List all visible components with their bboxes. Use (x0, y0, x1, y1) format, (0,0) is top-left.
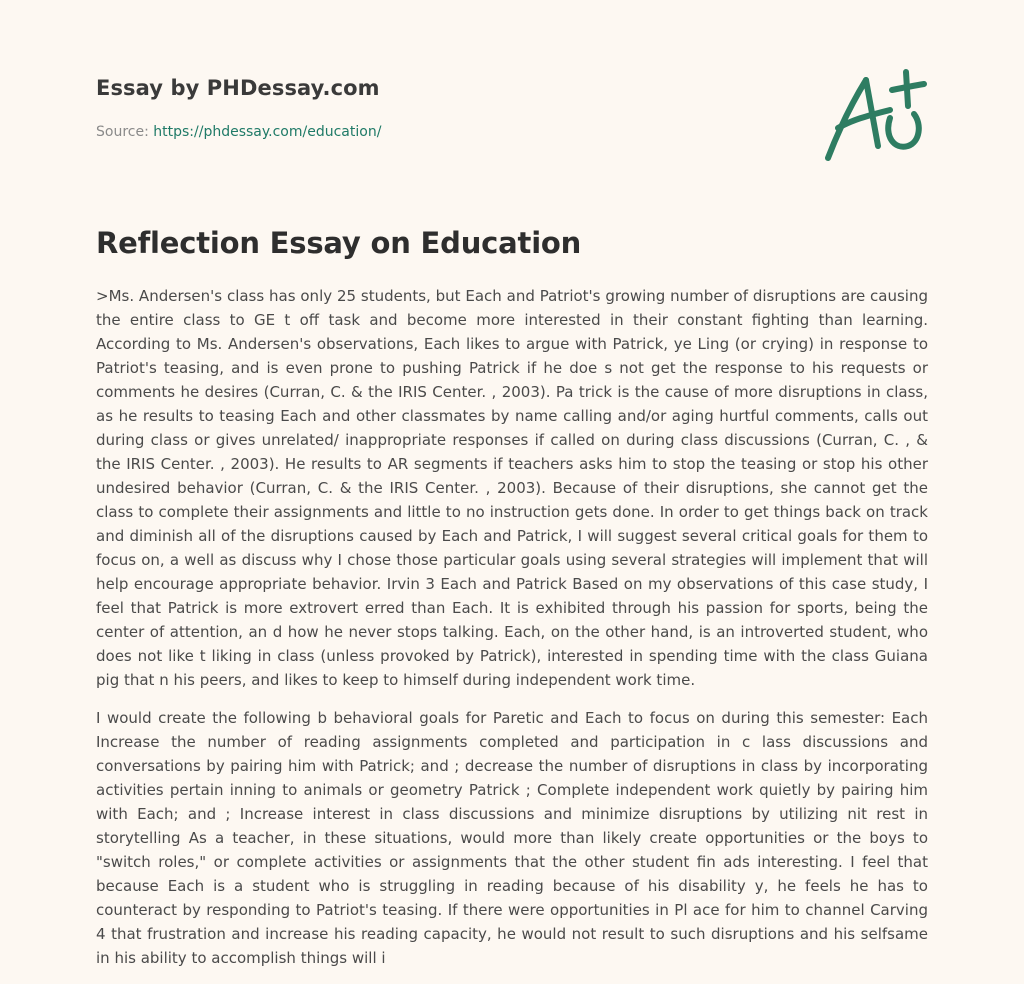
source-label: Source: (96, 124, 149, 140)
site-title: Essay by PHDessay.com (96, 76, 380, 100)
essay-paragraph-2: I would create the following b behavioral goals for Paretic and Each to focus on during this semester: Each Increase the number of reading assignments completed and participation in c lass discussions and conversations by pairing him with Patrick; and ; decrease the number of disruptions in class by incorporating activities pertain inning to animals or geometry Patrick ; Complete independent work quietly by pairing him with Each; and ; Increase interest in class discussions and minimize disruptions by utilizing nit rest in storytelling As a teacher, in these situations, would more than likely create opportunities or the boys to "switch roles," or complete activities or assignments that the other student fin ads interesting. I feel that because Each is a student who is struggling in reading because of his disability y, he feels he has to counteract by responding to Patriot's teasing. If there were opportunities in Pl ace for him to channel Carving 4 that frustration and increase his reading capacity, he would not result to such disruptions and his selfsame in his ability to accomplish things will i (96, 709, 928, 967)
a-plus-logo-icon (820, 66, 930, 166)
essay-body (96, 284, 928, 984)
source-line (96, 124, 381, 140)
essay-title: Reflection Essay on Education (96, 226, 582, 260)
essay-paragraph-1: >Ms. Andersen's class has only 25 students, but Each and Patriot's growing number of disruptions are causing the entire class to GE t off task and become more interested in their constant fighting than learning. According to Ms. Andersen's observations, Each likes to argue with Patrick, ye Ling (or crying) in response to Patriot's teasing, and is even prone to pushing Patrick if he doe s not get the response to his requests or comments he desires (Curran, C. & the IRIS Center. , 2003). Pa trick is the cause of more disruptions in class, as he results to teasing Each and other classmates by name calling and/or aging hurtful comments, calls out during class or gives unrelated/ inappropriate responses if called on during class discussions (Curran, C. , & the IRIS Center. , 2003). He results to AR segments if teachers asks him to stop the teasing or stop his other undesired behavior (Curran, C. & the IRIS Center. , 2003). Because of their disruptions, she cannot get the class to complete their assignments and little to no instruction gets done. In order to get things back on track and diminish all of the disruptions caused by Each and Patrick, I will suggest several critical goals for them to focus on, a well as discuss why I chose those particular goals using several strategies will implement that will help encourage appropriate behavior. Irvin 3 Each and Patrick Based on my observations of this case study, I feel that Patrick is more extrovert erred than Each. It is exhibited through his passion for sports, being the center of attention, an d how he never stops talking. Each, on the other hand, is an introverted student, who does not like t liking in class (unless provoked by Patrick), interested in spending time with the class Guiana pig that n his peers, and likes to keep to himself during independent work time. (96, 287, 928, 689)
source-link[interactable]: https://phdessay.com/education/ (153, 124, 382, 140)
